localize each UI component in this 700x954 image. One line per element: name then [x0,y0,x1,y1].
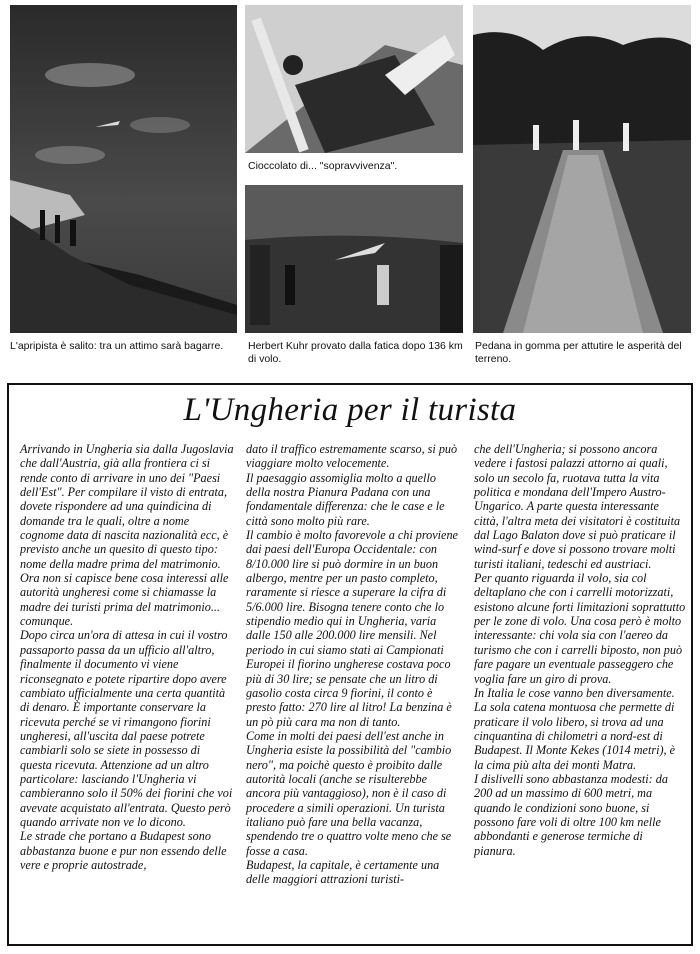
photo-launch-hill [10,5,237,333]
paragraph: Budapest, la capitale, è certamente una delle maggiori attrazioni turisti- [246,857,440,887]
photo-caption: Herbert Kuhr provato dalla fatica dopo 136 km di volo. [248,340,463,365]
article-column-1 [20,442,234,872]
photo-caption: Cioccolato di... "sopravvivenza". [248,160,398,172]
paragraph: che dell'Ungheria; si possono ancora vedere i fastosi palazzi attorno ai quali, solo un secolo fa, ruotava tutta la vita politica e mondana dell'Impero Austro-Ungarico. A parte questa interessante città, l'altra meta dei visitatori è costituita dal Lago Balaton dove si può praticare il wind-surf e dove si possono trovare molti turisti italiani, tedeschi ed austriaci. [474,442,681,571]
photo-caption: Pedana in gomma per attutire le asperità del terreno. [475,340,682,365]
paragraph: I dislivelli sono abbastanza modesti: da 200 ad un massimo di 600 metri, ma quando le condizioni sono buone, si possono fare voli di oltre 100 km nelle abbondanti e generose termiche di pianura. [474,771,668,858]
paragraph: Per quanto riguarda il volo, sia col deltaplano che con i carrelli motorizzati, esistono alcune forti limitazioni soprattutto per le zone di volo. Una cosa però è molto interessante: chi vola sia con l'aereo da turismo che con i carrelli biposto, non può fare pagare un eventuale passeggero che voglia fare un giro di prova. [474,571,686,686]
paragraph: In Italia le cose vanno ben diversamente. [474,685,675,700]
article-title: L'Ungheria per il turista [183,392,517,428]
article-column-2 [246,442,462,887]
paragraph: Le strade che portano a Budapest sono abbastanza buone e pur non essendo delle vere e proprie autostrade, [20,829,227,872]
paragraph: dato il traffico estremamente scarso, si può viaggiare molto velocemente. [246,442,458,471]
paragraph: Dopo circa un'ora di attesa in cui il vostro passaporto passa da un ufficio all'altro, finalmente il documento vi viene riconsegnato e potete ripartire dopo avere cambiato ufficialmente una certa quantità di denaro. È importante conservare la ricevuta perché se vi rimangono fiorini ungheresi, all'uscita dal paese potrete cambiarli solo se siete in possesso di questa ricevuta. Attenzione ad un altro particolare: lasciando l'Ungheria vi cambieranno solo il 50% dei fiorini che voi avevate acquistato all'entrata. Questo però quando arrivate non ve lo dicono. [20,628,233,829]
photo-harness-closeup [245,5,463,153]
paragraph: Come in molti dei paesi dell'est anche in Ungheria esiste la possibilità del "cambio nero", ma poichè questo è proibito dalle autorità locali (anche se risulterebbe ancora più vantaggioso), non è il caso di procedere a simili operazioni. Un turista italiano può fare una bella vacanza, spendendo tre o quattro volte meno che se fosse a casa. [246,728,452,858]
photo-caption: L'apripista è salito: tra un attimo sarà bagarre. [10,340,224,352]
paragraph: Arrivando in Ungheria sia dalla Jugoslavia che dall'Austria, già alla frontiera ci si rende conto di arrivare in uno dei "Paesi dell'Est". Per compilare il visto di entrata, dovete rispondere ad una quindicina di domande tra le quali, oltre a nome cognome data di nascita nazionalità ecc, è previsto anche un quesito di questo tipo: nome della madre prima del matrimonio. Ora non si capisce bene cosa interessi alle autorità ungheresi come si chiamasse la madre dei turisti prima del matrimonio... comunque. [20,442,234,629]
photo-landing-field [245,185,463,333]
article-column-3 [474,442,686,858]
paragraph: Il cambio è molto favorevole a chi proviene dai paesi dell'Europa Occidentale: con 8/10.000 lire si può dormire in un buon albergo, mentre per un pasto completo, raramente si riesce a superare la cifra di 5/6.000 lire. Bisogna tenere conto che lo stipendio medio qui in Ungheria, varia dalle 150 alle 200.000 lire mensili. Nel periodo in cui siamo stati ai Campionati Europei il fiorino ungherese costava poco più di 30 lire; se pensate che un litro di gasolio costa circa 9 fiorini, il conto è presto fatto: 270 lire al litro! La benzina è un pò più cara ma non di tanto. [246,528,458,729]
paragraph: La sola catena montuosa che permette di praticare il volo libero, si trova ad una cinquantina di chilometri a nord-est di Budapest. Il Monte Kekes (1014 metri), è la cima più alta dei monti Matra. [474,700,676,772]
photo-rubber-ramp [473,5,691,333]
paragraph: Il paesaggio assomiglia molto a quello della nostra Pianura Padana con una fondamentale differenza: che le case e le città sono molto più rare. [246,470,445,528]
